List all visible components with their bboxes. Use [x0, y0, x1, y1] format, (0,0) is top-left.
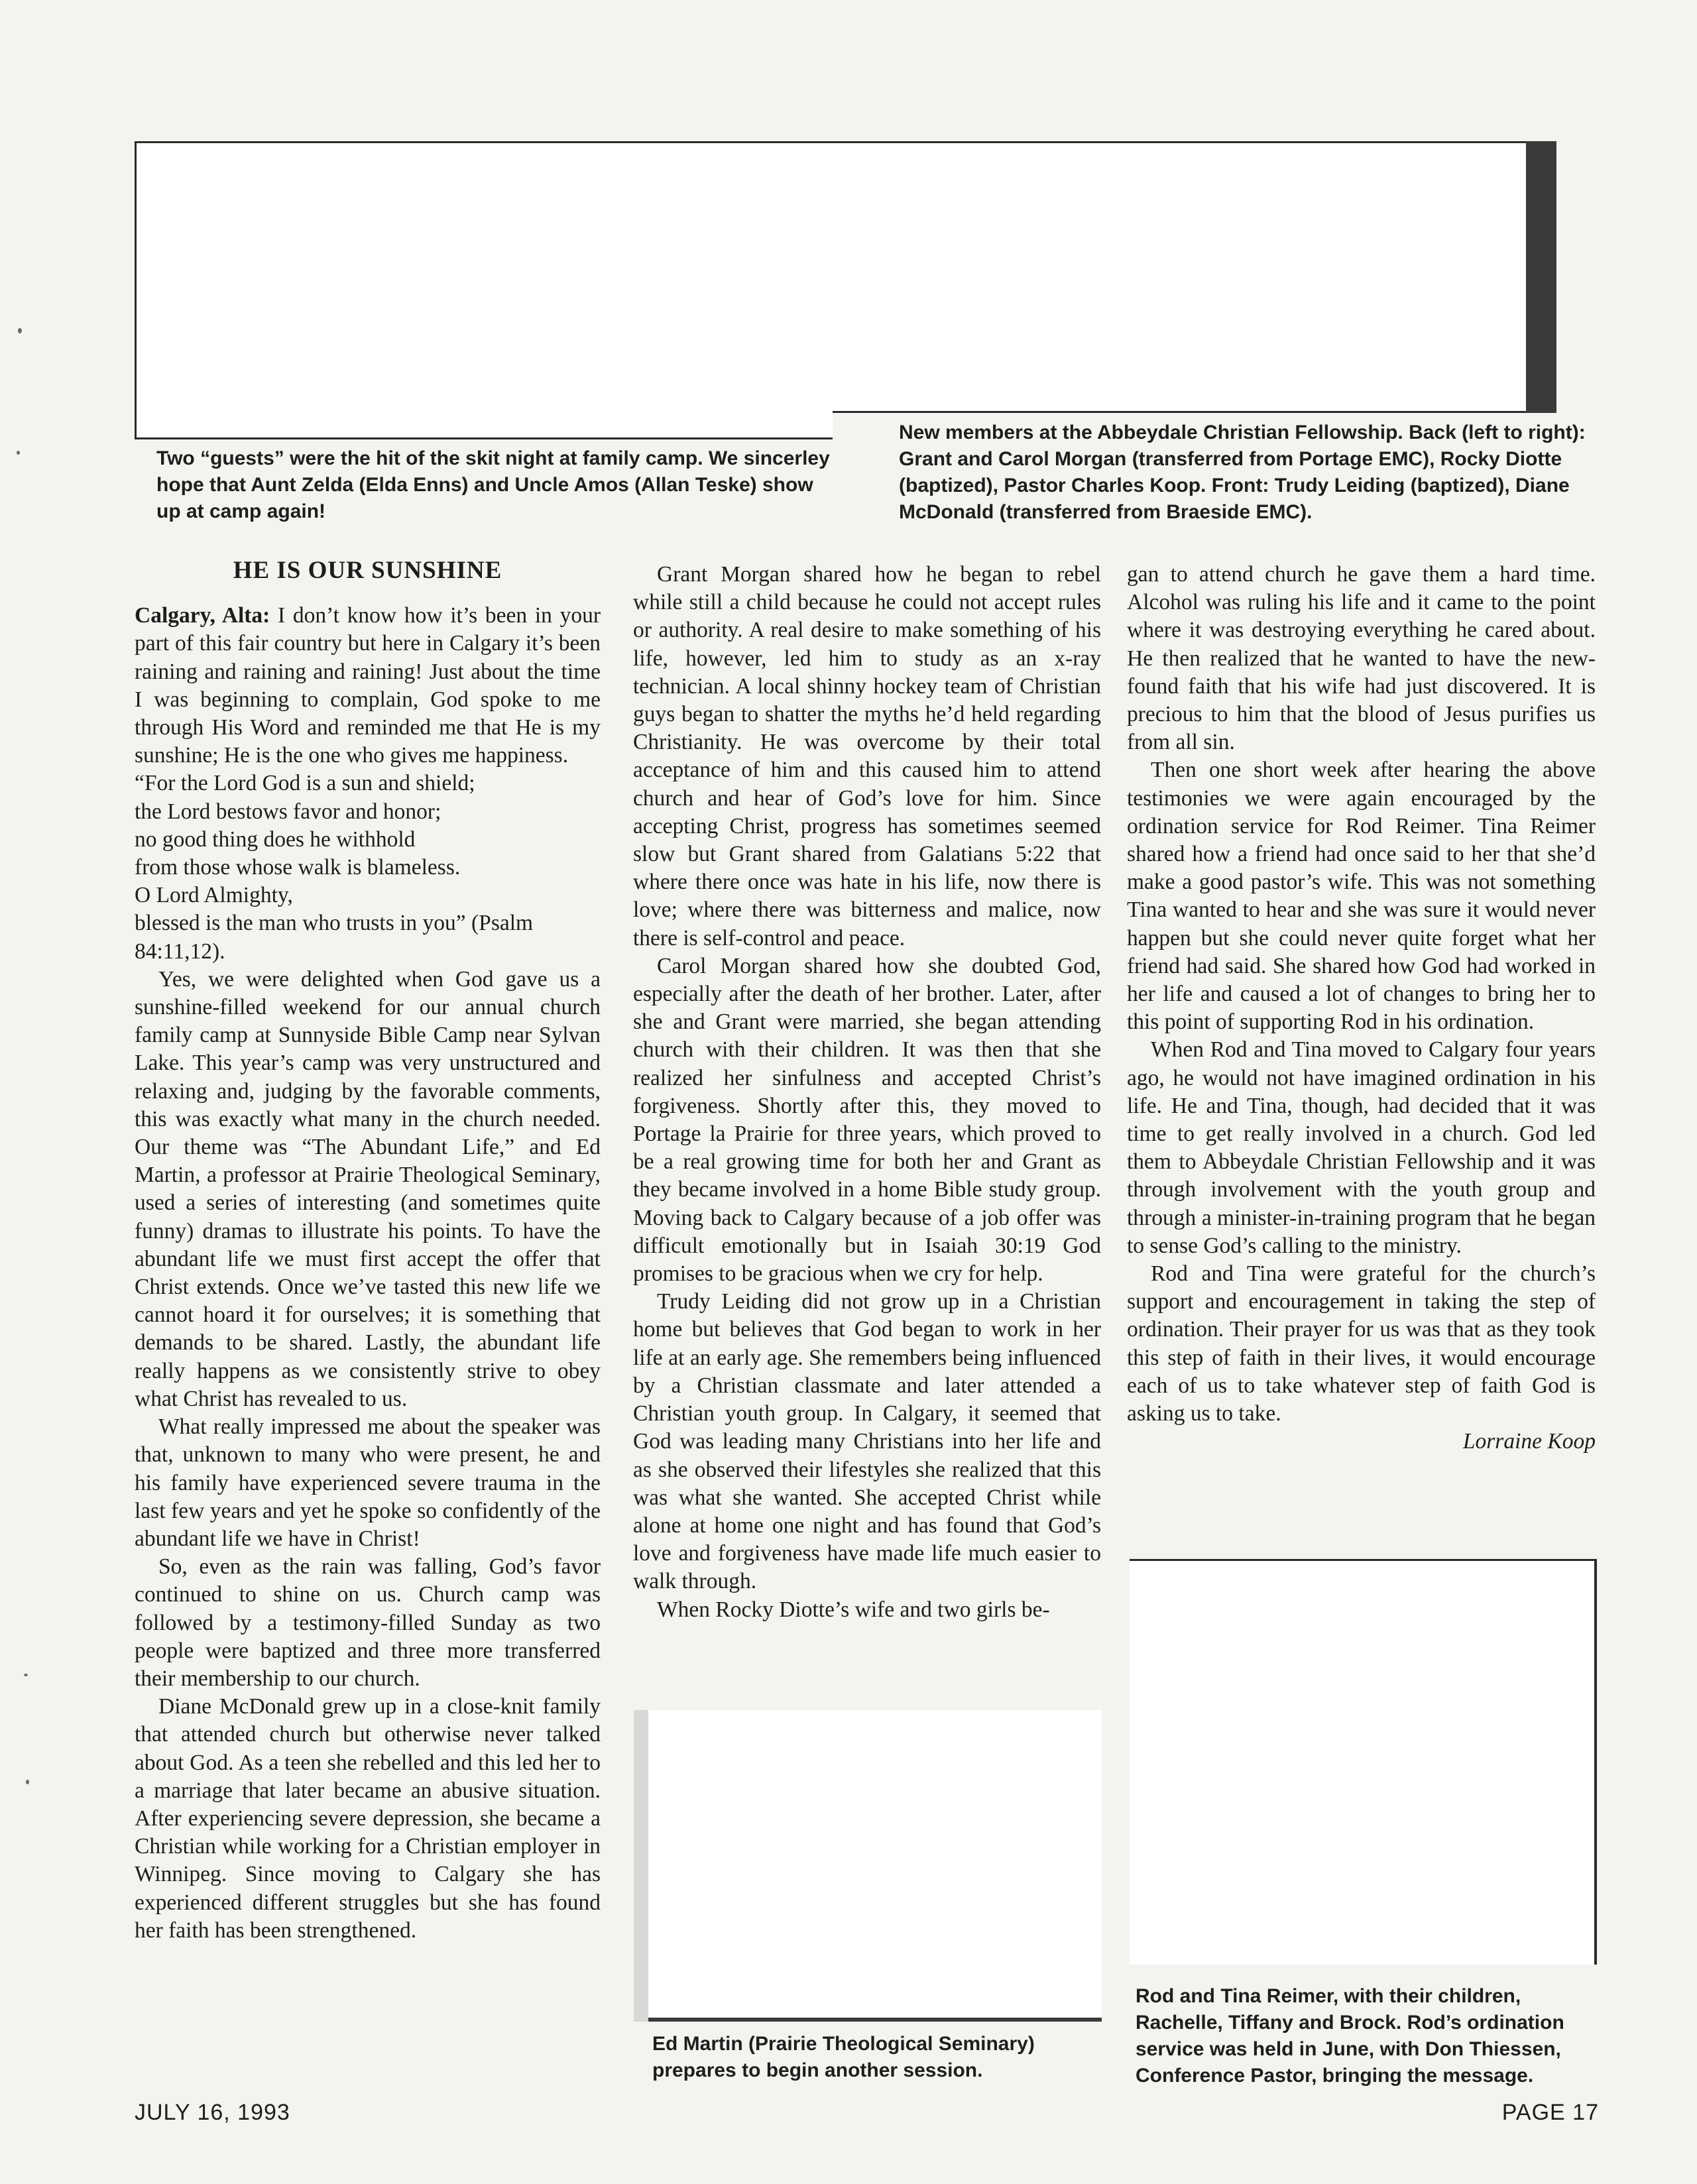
- article-column-3: [1127, 561, 1596, 1456]
- article-column-1: [135, 557, 601, 1945]
- article-paragraph: Grant Morgan shared how he began to rebel while still a child because he could not accept rules or authority. A real desire to make something of his life, however, led him to study as an x-ray technician. A local shinny hockey team of Christian guys began to shatter the myths he’d held regarding Christianity. He was overcome by their total acceptance of him and this caused him to attend church and hear of God’s love for him. Since accepting Christ, progress has sometimes seemed slow but Grant shared from Galatians 5:22 that where there once was hate in his life, now there is love; where there was bitterness and malice, now there is self-control and peace.: [633, 562, 1101, 950]
- article-paragraph: Yes, we were delighted when God gave us a sunshine-filled weekend for our annual church family camp at Sunnyside Bible Camp near Sylvan Lake. This year’s camp was very unstructured and relaxing and, judging by the favorable comments, this was exactly what many in the church needed. Our theme was “The Abundant Life,” and Ed Martin, a professor at Prairie Theological Seminary, used a series of interesting (and sometimes quite funny) dramas to illustrate his points. To have the abundant life we must first accept the offer that Christ extends. Once we’ve tasted this new life we cannot hoard it for ourselves; it is something that demands to be shared. Lastly, the abundant life really happens as we consistently strive to obey what Christ has revealed to us.: [135, 966, 601, 1411]
- article-paragraph: What really impressed me about the speaker was that, unknown to many who were present, he and his family have experienced severe trauma in the last few years and yet he spoke so confidently of the abundant life we have in Christ!: [135, 1414, 601, 1551]
- psalm-verse-line: the Lord bestows favor and honor;: [135, 799, 441, 824]
- psalm-verse-line: from those whose walk is blameless.: [135, 855, 461, 880]
- article-paragraph: [135, 602, 601, 770]
- reimer-family-caption: Rod and Tina Reimer, with their children, Rachelle, Tiffany and Brock. Rod’s ordination service was held in June, with Don Thiessen, Conference Pastor, bringing the message.: [1136, 1985, 1564, 2087]
- article-headline: HE IS OUR SUNSHINE: [233, 557, 502, 584]
- page-number: PAGE 17: [1501, 2100, 1599, 2125]
- scan-mark: [17, 451, 20, 455]
- ed-martin-photo: [634, 1710, 1102, 2022]
- ed-martin-caption: Ed Martin (Prairie Theological Seminary) prepares to begin another session.: [652, 2033, 1035, 2081]
- article-column-2: [633, 561, 1101, 1624]
- article-paragraph: Carol Morgan shared how she doubted God, especially after the death of her brother. Later, after she and Grant were married, she began attending church with their children. It was then that she realized her sinfulness and accepted Christ’s forgiveness. Shortly after this, they moved to Portage la Prairie for three years, which proved to be a real growing time for both her and Grant as they became involved in a home Bible study group. Moving back to Calgary because of a job offer was difficult emotionally but in Isaiah 30:19 God promises to be gracious when we cry for help.: [633, 953, 1101, 1287]
- issue-date: JULY 16, 1993: [135, 2100, 290, 2125]
- article-paragraph: Then one short week after hearing the above testimonies we were again encouraged by the ordination service for Rod Reimer. Tina Reimer shared how a friend had once said to her that she’d make a good pastor’s wife. This was not something Tina wanted to hear and she was sure it would never happen but she could never quite forget what her friend had said. She shared how God had worked in her life and caused a lot of changes to bring her to this point of supporting Rod in his ordination.: [1127, 758, 1596, 1035]
- psalm-verse-line: O Lord Almighty,: [135, 883, 293, 908]
- scan-mark: [24, 1674, 28, 1676]
- psalm-verse-line: no good thing does he withhold: [135, 827, 416, 852]
- skit-night-caption: Two “guests” were the hit of the skit night at family camp. We sincerley hope that Aunt Zelda (Elda Enns) and Uncle Amos (Allan Teske) show up at camp again!: [156, 447, 830, 522]
- article-signature: Lorraine Koop: [1462, 1429, 1596, 1454]
- psalm-verse-line: “For the Lord God is a sun and shield;: [135, 771, 475, 796]
- new-members-caption: New members at the Abbeydale Christian Fellowship. Back (left to right): Grant and Carol Morgan (transferred from Portage EMC), Rocky Diotte (baptized), Pastor Charles Koop. Front: Trudy Leiding (baptized), Diane McDonald (transferred from Braeside EMC).: [899, 422, 1586, 523]
- scan-mark: [26, 1780, 29, 1784]
- article-paragraph: gan to attend church he gave them a hard time. Alcohol was ruling his life and it came to the point where it was destroying everything he cared about. He then realized that he wanted to have the new-found faith that his wife had just discovered. It is precious to him that the blood of Jesus purifies us from all sin.: [1127, 562, 1596, 755]
- article-dateline: Calgary, Alta:: [135, 603, 270, 628]
- psalm-verse-line: blessed is the man who trusts in you” (Psalm 84:11,12).: [135, 911, 534, 964]
- new-members-photo: [833, 141, 1530, 413]
- article-paragraph: Trudy Leiding did not grow up in a Christian home but believes that God began to work in her life at an early age. She remembers being influenced by a Christian classmate and later attended a Christian youth group. In Calgary, it seemed that God was leading many Christians into her life and as she observed their lifestyles she realized that this was what she wanted. She accepted Christ while alone at home one night and has found that God’s love and forgiveness have made life much easier to walk through.: [633, 1289, 1101, 1594]
- reimer-family-photo: [1130, 1559, 1597, 1965]
- article-paragraph: When Rod and Tina moved to Calgary four years ago, he would not have imagined ordination in his life. He and Tina, though, had decided that it was time to get really involved in a church. God led them to Abbeydale Christian Fellowship and it was through involvement with the youth group and through a minister-in-training program that he began to sense God’s calling to the ministry.: [1127, 1037, 1596, 1258]
- skit-night-photo: [135, 141, 833, 439]
- article-paragraph: Rod and Tina were grateful for the church’s support and encouragement in taking the step of ordination. Their prayer for us was that as they took this step of faith in their lives, it would encourage each of us to take whatever step of faith God is asking us to take.: [1127, 1261, 1596, 1426]
- article-paragraph: So, even as the rain was falling, God’s favor continued to shine on us. Church camp was followed by a testimony-filled Sunday as two people were baptized and three more transferred their membership to our church.: [135, 1554, 601, 1691]
- article-paragraph: Diane McDonald grew up in a close-knit family that attended church but otherwise never talked about God. As a teen she rebelled and this led her to a marriage that later became an abusive situation. After experiencing severe depression, she became a Christian while working for a Christian employer in Winnipeg. Since moving to Calgary she has experienced different struggles but she has found her faith has been strengthened.: [135, 1694, 601, 1943]
- article-paragraph: When Rocky Diotte’s wife and two girls be-: [657, 1597, 1050, 1622]
- new-members-photo-edge: [1526, 141, 1556, 413]
- ed-martin-photo-shade: [634, 1710, 648, 2022]
- article-text: I don’t know how it’s been in your part of this fair country but here in Calgary it’s been raining and raining and raining! Just about the time I was beginning to complain, God spoke to me through His Word and reminded me that He is my sunshine; He is the one who gives me happiness.: [135, 603, 601, 768]
- scan-mark: [18, 328, 22, 333]
